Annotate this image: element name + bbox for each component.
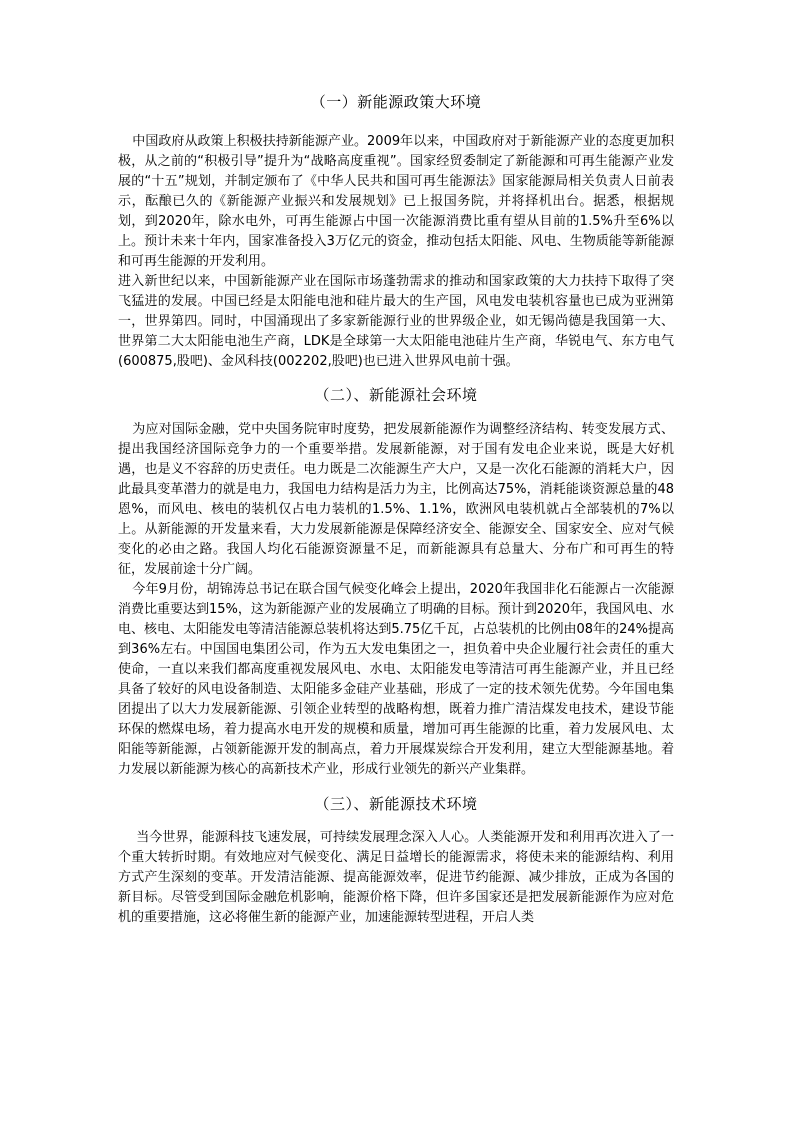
paragraph: 今年9月份，胡锦涛总书记在联合国气候变化峰会上提出，2020年我国非化石能源占一次能源消费比重要达到15%，这为新能源产业的发展确立了明确的目标。预计到2020年，我国风电、水电、核电、太阳能发电等清洁能源总装机将达到5.75亿千瓦，占总装机的比例由08年的24%提高到36%左右。中国国电集团公司，作为五大发电集团之一，担负着中央企业履行社会责任的重大使命，一直以来我们都高度重视发展风电、水电、太阳能发电等清洁可再生能源产业，并且已经具备了较好的风电设备制造、太阳能多金硅产业基础，形成了一定的技术领先优势。今年国电集团提出了以大力发展新能源、引领企业转型的战略构想，既着力推广清洁煤发电技术，建设节能环保的燃煤电场，着力提高水电开发的规模和质量，增加可再生能源的比重，着力发展风电、太阳能等新能源，占领新能源开发的制高点，着力开展煤炭综合开发利用，建立大型能源基地。着力发展以新能源为核心的高新技术产业，形成行业领先的新兴产业集群。 bbox=[118, 582, 674, 777]
paragraph: 为应对国际金融，党中央国务院审时度势，把发展新能源作为调整经济结构、转变发展方式、提出我国经济国际竞争力的一个重要举措。发展新能源，对于国有发电企业来说，既是大好机遇，也是义不容辞的历史责任。电力既是二次能源生产大户，又是一次化石能源的消耗大户，因此最具变革潜力的就是电力，我国电力结构是活力为主，比例高达75%，消耗能谈资源总量的48恩%，而风电、核电的装机仅占电力装机的1.5%、1.1%，欧洲风电装机就占全部装机的7%以上。从新能源的开发量来看，大力发展新能源是保障经济安全、能源安全、国家安全、应对气候变化的必由之路。我国人均化石能源资源量不足，而新能源具有总量大、分布广和可再生的特征，发展前途十分广阔。 bbox=[118, 422, 674, 577]
paragraph: 进入新世纪以来，中国新能源产业在国际市场蓬勃需求的推动和国家政策的大力扶持下取得了突飞猛进的发展。中国已经是太阳能电池和硅片最大的生产国，风电发电装机容量也已成为亚洲第一，世界第四。同时，中国涌现出了多家新能源行业的世界级企业，如无锡尚德是我国第一大、世界第二大太阳能电池生产商，LDK是全球第一大太阳能电池硅片生产商，华锐电气、东方电气(600875,股吧)、金风科技(002202,股吧)也已进入世界风电前十强。 bbox=[118, 274, 674, 369]
paragraph: 当今世界，能源科技飞速发展，可持续发展理念深入人心。人类能源开发和利用再次进入了一个重大转折时期。有效地应对气候变化、满足日益增长的能源需求，将使未来的能源结构、利用方式产生深刻的变革。开发清洁能源、提高能源效率，促进节约能源、减少排放，正成为各国的新目标。尽管受到国际金融危机影响，能源价格下降，但许多国家还是把发展新能源作为应对危机的重要措施，这必将催生新的能源产业，加速能源转型进程，开启人类 bbox=[118, 830, 674, 925]
section-heading-policy: （一）新能源政策大环境 bbox=[310, 93, 482, 111]
section-heading-social: （二）、新能源社会环境 bbox=[314, 386, 478, 404]
paragraph: 中国政府从政策上积极扶持新能源产业。2009年以来，中国政府对于新能源产业的态度更加积极，从之前的“积极引导”提升为“战略高度重视”。国家经贸委制定了新能源和可再生能源产业发展的“十五”规划，并制定颁布了《中华人民共和国可再生能源法》国家能源局相关负责人日前表示，酝酿已久的《新能源产业振兴和发展规划》已上报国务院，并将择机出台。据悉，根据规划，到2020年，除水电外，可再生能源占中国一次能源消费比重有望从目前的1.5%升至6%以上。预计未来十年内，国家准备投入3万亿元的资金，推动包括太阳能、风电、生物质能等新能源和可再生能源的开发利用。 bbox=[118, 134, 674, 269]
section-heading-technology: （三）、新能源技术环境 bbox=[314, 795, 478, 813]
